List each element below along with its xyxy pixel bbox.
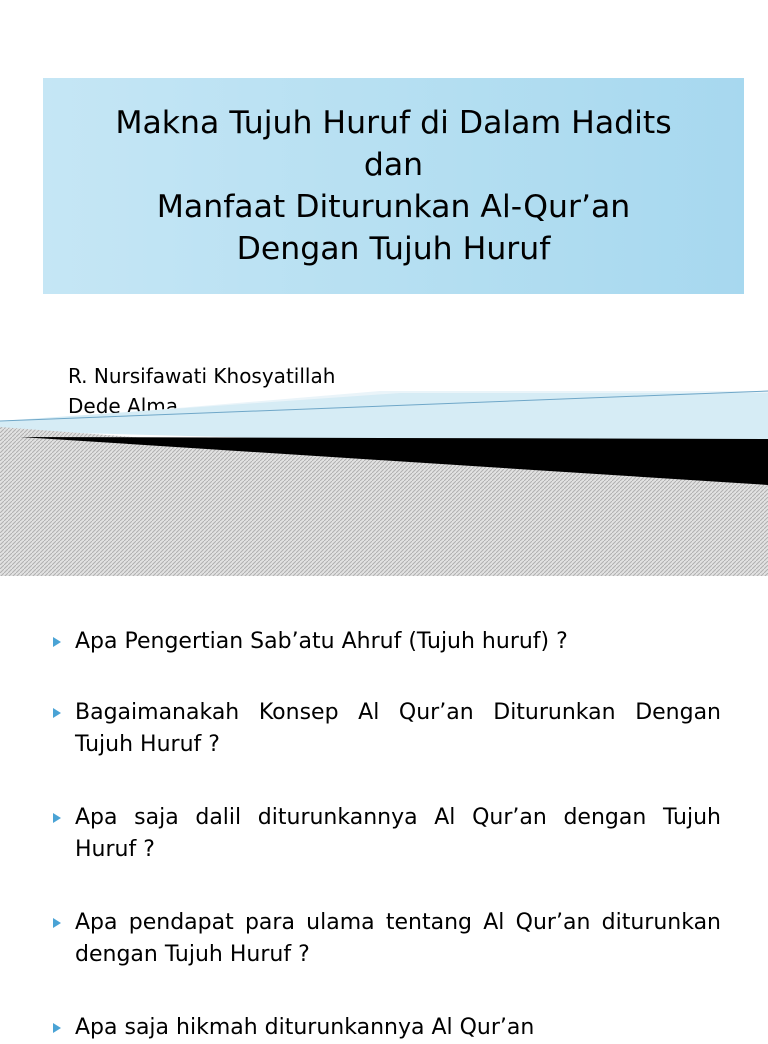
triangle-bullet-icon <box>53 708 61 718</box>
triangle-bullet-icon <box>53 918 61 928</box>
title-line: dan <box>363 147 424 183</box>
bullet-text: Apa Pengertian Sab’atu Ahruf (Tujuh huruf) ? <box>75 629 568 654</box>
author-name: Dede Alma <box>68 394 179 418</box>
title-box <box>43 78 744 294</box>
bullet-text: Bagaimanakah Konsep Al Qur’an Diturunkan Dengan Tujuh Huruf ? <box>75 700 721 757</box>
triangle-bullet-icon <box>53 637 61 647</box>
triangle-bullet-icon <box>53 813 61 823</box>
bullet-text: Apa saja hikmah diturunkannya Al Qur’an <box>75 1015 535 1040</box>
triangle-bullet-icon <box>53 1023 61 1033</box>
bullet-text: Apa saja dalil diturunkannya Al Qur’an dengan Tujuh Huruf ? <box>75 805 721 862</box>
title-line: Makna Tujuh Huruf di Dalam Hadits <box>115 105 672 141</box>
title-line: Manfaat Diturunkan Al-Qur’an <box>156 189 631 225</box>
author-name: R. Nursifawati Khosyatillah <box>68 364 336 388</box>
slide-title <box>115 102 671 270</box>
bullet-text: Apa pendapat para ulama tentang Al Qur’an diturunkan dengan Tujuh Huruf ? <box>75 910 721 967</box>
title-line: Dengan Tujuh Huruf <box>236 231 551 267</box>
questions-slide <box>0 576 768 1040</box>
decorative-band <box>0 385 768 576</box>
